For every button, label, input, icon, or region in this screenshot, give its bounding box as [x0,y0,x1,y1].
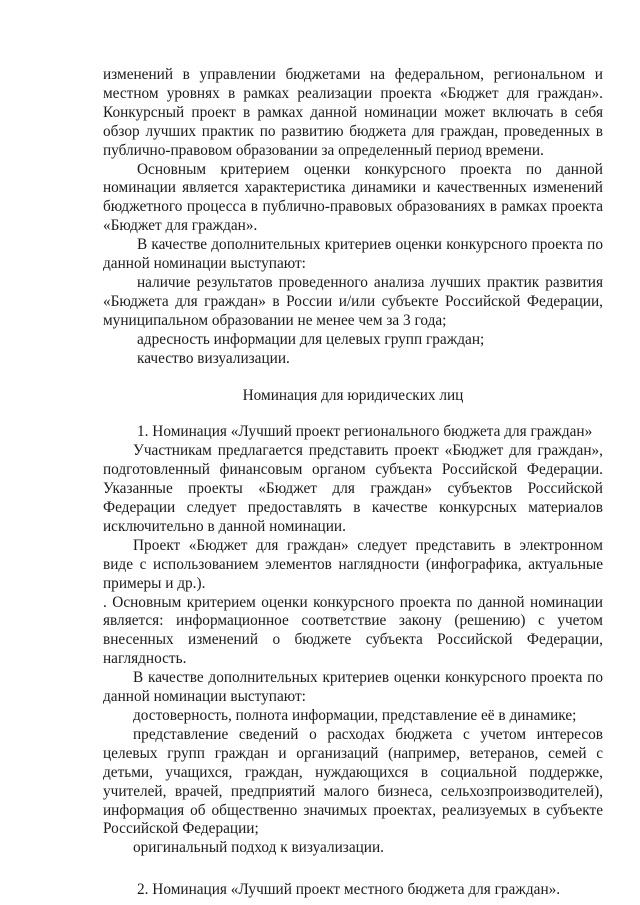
paragraph-main-criterion: Основным критерием оценки конкурсного проекта по данной номинации является характеристика динамики и качественных изменений бюджетного процесса в публично-правовых образованиях в рамках проекта «Бюджет для граждан». [103,160,603,235]
paragraph-continuation: изменений в управлении бюджетами на федеральном, региональном и местном уровнях в рамках реализации проекта «Бюджет для граждан». Конкурсный проект в рамках данной номинации может включать в себя обзор лучших практик по развитию бюджета для граждан, проведенных в публично-правовом образовании за определенный период времени. [103,66,603,159]
paragraph-electronic-form: Проект «Бюджет для граждан» следует представить в электронном виде с использованием элементов наглядности (инфографика, актуальные примеры и др.). [103,536,603,592]
nomination-1-title: 1. Номинация «Лучший проект регионального бюджета для граждан» [137,423,593,441]
list-item-reliability: достоверность, полнота информации, представление её в динамике; [133,707,577,724]
document-page [103,66,603,900]
section-heading: Номинация для юридических лиц [242,386,464,404]
list-item-analysis-results: наличие результатов проведенного анализа лучших практик развития «Бюджета для граждан» в России и/или субъекте Российской Федерации, муниципальном образовании не менее чем за 3 года; [103,273,603,329]
paragraph-main-criterion-2: . Основным критерием оценки конкурсного проекта по данной номинации является: информационное соответствие закону (решению) с учетом внесенных изменений о бюджете субъекта Российской Федерации, наглядность. [103,593,603,668]
list-item-original-approach: оригинальный подход к визуализации. [133,839,384,857]
list-item-visualization: качество визуализации. [137,349,290,367]
paragraph-additional-criteria-2: В качестве дополнительных критериев оценки конкурсного проекта по данной номинации выступают: [103,669,603,706]
paragraph-participants: Участникам предлагается представить проект «Бюджет для граждан», подготовленный финансовым органом субъекта Российской Федерации. Указанные проекты «Бюджет для граждан» субъектов Российской Федерации следует предоставлять в качестве конкурсных материалов исключительно в данной номинации. [103,442,603,535]
list-item-targeting: адресность информации для целевых групп граждан; [137,330,485,348]
nomination-2-title: 2. Номинация «Лучший проект местного бюджета для граждан». [137,881,561,899]
list-item-expenditures: представление сведений о расходах бюджета с учетом интересов целевых групп граждан и организаций (например, ветеранов, семей с детьми, учащихся, граждан, нуждающихся в социальной поддержке, учителей, врачей, предприятий малого бизнеса, сельхозпроизводителей), информация об общественно значимых проектах, реализуемых в субъекте Российской Федерации; [103,725,603,838]
paragraph-additional-criteria: В качестве дополнительных критериев оценки конкурсного проекта по данной номинации выступают: [103,236,603,273]
